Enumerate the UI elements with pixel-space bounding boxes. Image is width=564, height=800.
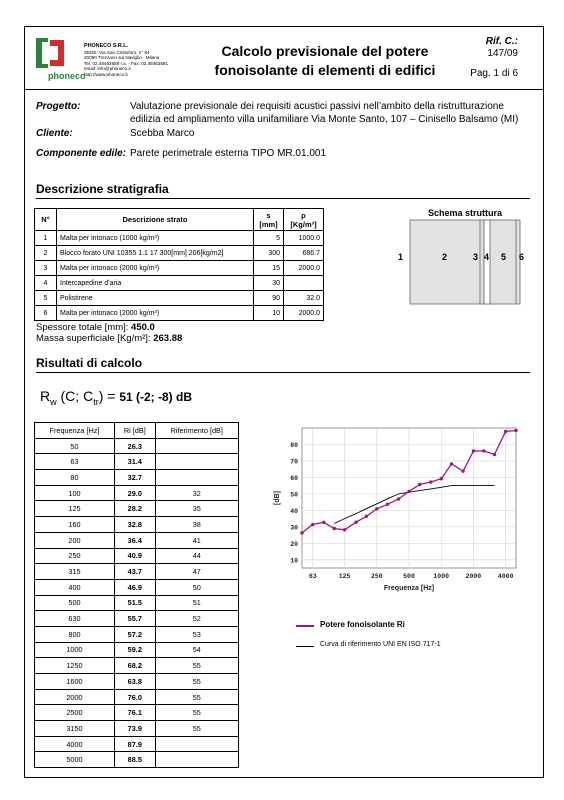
ref-cell: 55 — [155, 705, 238, 721]
company-name: PHONECO S.R.L. — [84, 43, 129, 49]
progetto-label: Progetto: — [36, 101, 81, 112]
col-freq: Frequenza [Hz] — [35, 423, 115, 439]
x-tick-label: 500 — [403, 573, 415, 580]
ref-cell: 55 — [155, 721, 238, 737]
table-row — [35, 752, 239, 768]
col-rho: ρ [Kg/m³] — [284, 209, 324, 231]
reference-block — [470, 36, 518, 80]
ri-cell: 57.2 — [114, 626, 155, 642]
ri-cell: 73.9 — [114, 721, 155, 737]
ref-cell — [155, 454, 238, 470]
ri-cell: 63.8 — [114, 674, 155, 690]
ref-cell — [155, 736, 238, 752]
ref-value: 147/09 — [487, 48, 518, 59]
massa-value: 263.88 — [153, 333, 183, 344]
table-row — [35, 579, 239, 595]
col-s: s [mm] — [254, 209, 284, 231]
table-row — [35, 705, 239, 721]
schema-label-4: 4 — [484, 252, 490, 262]
table-row: 4 Intercapedine d'aria 30 — [35, 276, 324, 291]
data-point-ri — [365, 515, 368, 518]
freq-cell: 4000 — [35, 736, 115, 752]
ref-cell: 44 — [155, 548, 238, 564]
data-point-ri — [450, 462, 453, 465]
sound-insulation-chart — [270, 422, 526, 598]
freq-cell: 2500 — [35, 705, 115, 721]
table-row: 5 Polistirene 90 32.0 — [35, 291, 324, 306]
ref-cell: 55 — [155, 674, 238, 690]
ri-cell: 59.2 — [114, 642, 155, 658]
ref-label: Rif. C.: — [485, 36, 518, 47]
ref-cell — [155, 470, 238, 486]
ri-cell: 43.7 — [114, 564, 155, 580]
table-row — [35, 438, 239, 454]
ri-cell: 87.9 — [114, 736, 155, 752]
freq-cell: 1000 — [35, 642, 115, 658]
data-point-ri — [493, 453, 496, 456]
section-divider — [36, 372, 530, 373]
table-row — [35, 611, 239, 627]
schema-label-3: 3 — [473, 252, 479, 262]
legend-label-ref: Curva di riferimento UNI EN ISO 717-1 — [320, 641, 441, 648]
data-point-ri — [429, 480, 432, 483]
componente-label: Componente edile: — [36, 148, 127, 159]
x-axis-label: Frequenza [Hz] — [383, 585, 435, 592]
table-row — [35, 517, 239, 533]
header-divider — [24, 89, 544, 90]
y-tick-label: 80 — [290, 441, 298, 449]
data-point-ri — [482, 449, 485, 452]
componente-value: Parete perimetrale esterna TIPO MR.01.001 — [130, 148, 327, 159]
y-tick-label: 40 — [290, 507, 298, 515]
data-point-ri — [375, 507, 378, 510]
ri-cell: 46.9 — [114, 579, 155, 595]
title-line-1: Calcolo previsionale del potere — [221, 43, 429, 59]
ref-cell: 53 — [155, 626, 238, 642]
data-point-ri — [333, 527, 336, 530]
spessore-value: 450.0 — [131, 322, 155, 333]
table-row — [35, 736, 239, 752]
data-point-ri — [504, 430, 507, 433]
y-tick-label: 30 — [290, 524, 298, 532]
ri-cell: 32.7 — [114, 470, 155, 486]
ref-cell: 35 — [155, 501, 238, 517]
table-row — [35, 470, 239, 486]
table-row — [35, 532, 239, 548]
title-line-2: fonoisolante di elementi di edifici — [214, 62, 436, 78]
freq-cell: 400 — [35, 579, 115, 595]
ri-cell: 55.7 — [114, 611, 155, 627]
table-row — [35, 564, 239, 580]
data-point-ri — [461, 469, 464, 472]
table-row: 3 Malta per intonaco (2000 kg/m³) 15 2000.0 — [35, 261, 324, 276]
ri-cell: 32.8 — [114, 517, 155, 533]
ref-cell: 38 — [155, 517, 238, 533]
svg-text:phoneco: phoneco — [48, 71, 86, 81]
rw-index: $R_w$ (C; $C_{tr}) = 51$ (-2; -8) dB — [40, 388, 192, 407]
freq-cell: 630 — [35, 611, 115, 627]
data-point-ri — [418, 483, 421, 486]
table-row — [35, 658, 239, 674]
data-point-ri — [472, 449, 475, 452]
data-point-ri — [440, 477, 443, 480]
company-line: http://www.phoneco.it — [84, 71, 128, 77]
freq-cell: 50 — [35, 438, 115, 454]
ref-cell: 52 — [155, 611, 238, 627]
ref-cell — [155, 438, 238, 454]
freq-cell: 160 — [35, 517, 115, 533]
ri-cell: 40.9 — [114, 548, 155, 564]
y-tick-label: 10 — [290, 557, 298, 565]
x-tick-label: 250 — [370, 573, 383, 580]
ref-cell: 32 — [155, 485, 238, 501]
ref-cell: 50 — [155, 579, 238, 595]
freq-cell: 315 — [35, 564, 115, 580]
company-line: Tel. 02.48463689 r.a. - Fax: 02.48463681 — [84, 60, 169, 66]
company-line: SEDE: Via San Cristoforo, n° 84 — [84, 49, 150, 55]
y-axis-label: [dB] — [274, 491, 281, 505]
ref-cell: 54 — [155, 642, 238, 658]
table-row — [35, 501, 239, 517]
col-ri: Ri [dB] — [114, 423, 155, 439]
schema-title: Schema struttura — [427, 208, 503, 218]
freq-cell: 1250 — [35, 658, 115, 674]
schema-drawing — [368, 208, 532, 308]
document-title — [190, 42, 460, 80]
x-tick-label: 4000 — [497, 573, 514, 580]
ri-cell: 76.0 — [114, 689, 155, 705]
ref-cell: 47 — [155, 564, 238, 580]
schema-label-1: 1 — [398, 252, 404, 262]
y-tick-label: 50 — [290, 491, 298, 499]
data-point-ri — [300, 531, 303, 534]
cliente-label: Cliente: — [36, 128, 73, 139]
y-tick-label: 70 — [290, 458, 298, 466]
table-row — [35, 485, 239, 501]
spessore-label: Spessore totale [mm]: — [36, 322, 129, 333]
data-point-ri — [407, 490, 410, 493]
freq-cell: 63 — [35, 454, 115, 470]
company-info — [84, 44, 168, 78]
freq-cell: 200 — [35, 532, 115, 548]
table-row — [35, 626, 239, 642]
ri-cell: 26.3 — [114, 438, 155, 454]
freq-cell: 80 — [35, 470, 115, 486]
company-line: email: info@phoneco.it — [84, 66, 131, 72]
x-tick-label: 63 — [308, 573, 317, 580]
freq-cell: 800 — [35, 626, 115, 642]
y-tick-label: 60 — [290, 474, 298, 482]
ref-cell: 55 — [155, 689, 238, 705]
ri-cell: 88.5 — [114, 752, 155, 768]
phoneco-logo — [34, 36, 86, 82]
ref-cell: 55 — [155, 658, 238, 674]
rw-value: 51 (-2; -8) dB — [119, 390, 192, 404]
data-point-ri — [311, 523, 314, 526]
data-point-ri — [397, 497, 400, 500]
massa-label: Massa superficiale [Kg/m²]: — [36, 333, 151, 344]
schema-label-2: 2 — [442, 252, 448, 262]
freq-cell: 125 — [35, 501, 115, 517]
ri-cell: 68.2 — [114, 658, 155, 674]
company-line: 20090 Trezzano sul Naviglio - Milano — [84, 55, 160, 61]
schema-label-5: 5 — [501, 252, 507, 262]
freq-cell: 1600 — [35, 674, 115, 690]
col-desc: Descrizione strato — [57, 209, 254, 231]
freq-cell: 250 — [35, 548, 115, 564]
page-number: Pag. 1 di 6 — [470, 68, 518, 79]
table-row: 1 Malta per intonaco (1000 kg/m³) 5 1000.0 — [35, 231, 324, 246]
y-tick-label: 20 — [290, 540, 298, 548]
ri-cell: 31.4 — [114, 454, 155, 470]
ri-cell: 28.2 — [114, 501, 155, 517]
ri-cell: 29.0 — [114, 485, 155, 501]
ref-cell — [155, 752, 238, 768]
schema-struttura — [368, 208, 532, 308]
cliente-value: Scebba Marco — [130, 128, 195, 139]
table-row — [35, 721, 239, 737]
freq-cell: 5000 — [35, 752, 115, 768]
table-row — [35, 674, 239, 690]
legend-swatch-ref — [296, 646, 314, 647]
data-point-ri — [514, 429, 517, 432]
freq-cell: 2000 — [35, 689, 115, 705]
freq-cell: 3150 — [35, 721, 115, 737]
ri-cell: 51.5 — [114, 595, 155, 611]
stratigrafia-heading: Descrizione stratigrafia — [36, 182, 169, 196]
table-row: 2 Blocco forato UNI 10355 1.1 17 300[mm] 206[kg/m2] 300 686.7 — [35, 246, 324, 261]
ref-cell: 51 — [155, 595, 238, 611]
legend-swatch-ri — [296, 625, 314, 627]
col-n: N° — [35, 209, 57, 231]
totals — [36, 322, 182, 344]
data-point-ri — [322, 521, 325, 524]
x-tick-label: 1000 — [433, 573, 450, 580]
ri-cell: 36.4 — [114, 532, 155, 548]
freq-cell: 100 — [35, 485, 115, 501]
risultati-heading: Risultati di calcolo — [36, 356, 143, 370]
col-ref: Riferimento [dB] — [155, 423, 238, 439]
legend-label-ri: Potere fonoisolante Ri — [320, 620, 405, 629]
stratigrafia-table — [34, 208, 324, 321]
table-row — [35, 454, 239, 470]
schema-label-6: 6 — [519, 252, 525, 262]
x-tick-label: 2000 — [465, 573, 482, 580]
table-row — [35, 689, 239, 705]
ri-cell: 76.1 — [114, 705, 155, 721]
data-point-ri — [354, 521, 357, 524]
x-tick-label: 125 — [338, 573, 351, 580]
data-point-ri — [386, 503, 389, 506]
data-point-ri — [343, 528, 346, 531]
table-row: 6 Malta per intonaco (2000 kg/m³) 10 2000.0 — [35, 306, 324, 321]
table-row — [35, 548, 239, 564]
ref-cell: 41 — [155, 532, 238, 548]
freq-cell: 500 — [35, 595, 115, 611]
table-row — [35, 642, 239, 658]
table-row — [35, 595, 239, 611]
progetto-value: Valutazione previsionale dei requisiti acustici passivi nell’ambito della ristrutturazione edilizia ed ampliamento villa unifamiliare Via Monte Santo, 107 – Cinisello Balsamo (MI) — [130, 101, 519, 125]
frequency-table — [34, 422, 239, 768]
section-divider — [36, 198, 530, 199]
